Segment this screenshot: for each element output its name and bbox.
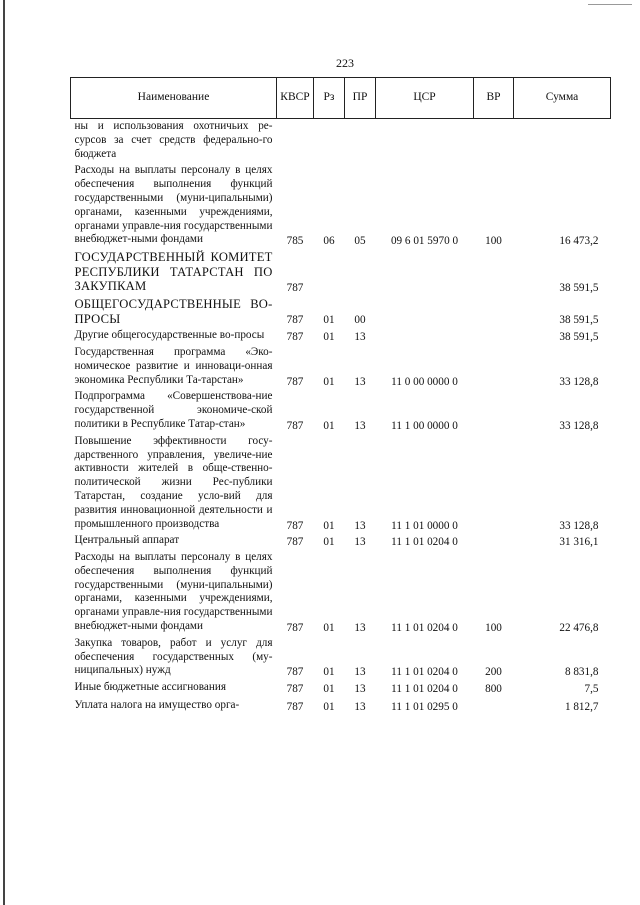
row-pr: 13 — [354, 419, 366, 432]
row-rz: 01 — [323, 683, 335, 696]
row-rz: 01 — [323, 519, 335, 532]
row-pr: 00 — [354, 314, 366, 327]
row-vr: 200 — [485, 666, 502, 679]
table-row — [71, 163, 611, 249]
row-pr: 13 — [354, 622, 366, 635]
row-vr — [474, 345, 514, 389]
row-pr: 13 — [354, 666, 366, 679]
row-csr: 11 1 01 0204 0 — [391, 666, 458, 679]
row-kvsr: 787 — [286, 331, 304, 344]
row-kvsr: 787 — [286, 666, 304, 679]
table-row — [71, 533, 611, 550]
row-sum: 1 812,7 — [564, 701, 599, 714]
row-vr: 100 — [485, 622, 502, 635]
corner-mark — [588, 4, 632, 5]
row-csr: 11 1 01 0204 0 — [391, 622, 458, 635]
table-row — [71, 328, 611, 345]
budget-table — [70, 77, 611, 715]
row-pr: 13 — [354, 375, 366, 388]
row-sum: 33 128,8 — [559, 519, 599, 532]
header-vr: ВР — [474, 78, 514, 119]
row-rz: 01 — [323, 701, 335, 714]
table-row — [71, 296, 611, 328]
row-vr — [474, 328, 514, 345]
row-csr: 11 0 00 0000 0 — [391, 375, 458, 388]
row-rz — [314, 119, 345, 164]
row-kvsr: 787 — [286, 701, 304, 714]
row-csr: 11 1 01 0204 0 — [391, 683, 458, 696]
row-pr: 05 — [354, 235, 366, 248]
row-csr — [376, 296, 474, 328]
row-vr — [474, 296, 514, 328]
row-sum: 33 128,8 — [559, 419, 599, 432]
row-rz: 01 — [323, 536, 335, 549]
table-row — [71, 636, 611, 680]
row-vr — [474, 119, 514, 164]
row-name: Расходы на выплаты персоналу в целях обеспечения выполнения функций государственными (муни-ципальными) органами, казенными учреждениями, органами управле-ния государственными внебюджет-ными фондами — [74, 164, 273, 246]
table-row — [71, 249, 611, 296]
row-vr: 800 — [485, 683, 502, 696]
row-vr — [474, 434, 514, 534]
table-row — [71, 389, 611, 433]
row-kvsr: 787 — [286, 282, 304, 295]
row-sum: 33 128,8 — [559, 375, 599, 388]
row-vr — [474, 389, 514, 433]
row-csr: 11 1 01 0000 0 — [391, 519, 458, 532]
row-sum: 38 591,5 — [559, 331, 599, 344]
row-rz: 01 — [323, 622, 335, 635]
row-pr — [345, 249, 376, 296]
row-rz: 01 — [323, 314, 335, 327]
row-name: Государственная программа «Эко-номическое развитие и инноваци-онная экономика Республики Та-тарстан» — [74, 345, 273, 386]
row-sum: 31 316,1 — [559, 536, 599, 549]
row-csr: 11 1 01 0204 0 — [391, 536, 458, 549]
row-csr — [376, 249, 474, 296]
table-row — [71, 119, 611, 164]
row-kvsr: 787 — [286, 419, 304, 432]
row-csr: 09 6 01 5970 0 — [390, 235, 459, 248]
row-sum: 38 591,5 — [559, 282, 599, 295]
row-sum: 22 476,8 — [559, 622, 599, 635]
table-row — [71, 345, 611, 389]
table-row — [71, 550, 611, 636]
page-number: 223 — [336, 56, 354, 70]
row-name: ГОСУДАРСТВЕННЫЙ КОМИТЕТ РЕСПУБЛИКИ ТАТАРСТАН ПО ЗАКУПКАМ — [74, 250, 273, 294]
row-csr — [376, 119, 474, 164]
row-name: Подпрограмма «Совершенствова-ние государственной экономиче-ской политики в Республике Татар-стан» — [74, 390, 273, 430]
row-vr — [474, 533, 514, 550]
row-rz — [314, 249, 345, 296]
row-csr — [376, 328, 474, 345]
row-pr: 13 — [354, 701, 366, 714]
row-vr — [474, 249, 514, 296]
row-vr — [474, 697, 514, 715]
row-kvsr: 787 — [286, 683, 304, 696]
row-rz: 01 — [323, 331, 335, 344]
row-kvsr: 785 — [286, 235, 304, 248]
row-name: Иные бюджетные ассигнования — [74, 681, 226, 694]
row-sum: 8 831,8 — [564, 666, 599, 679]
row-name: Центральный аппарат — [74, 534, 180, 547]
row-csr: 11 1 01 0295 0 — [391, 701, 458, 714]
row-vr: 100 — [485, 235, 502, 248]
table-header-row — [71, 78, 611, 119]
row-kvsr: 787 — [286, 622, 304, 635]
header-rz: Рз — [314, 78, 345, 119]
row-name: Расходы на выплаты персоналу в целях обеспечения выполнения функций государственными (муни-ципальными) органами, казенными учреждениями, органами управле-ния государственными внебюджет-ными фондами — [74, 551, 273, 633]
row-sum: 16 473,2 — [559, 235, 599, 248]
row-name: ОБЩЕГОСУДАРСТВЕННЫЕ ВО-ПРОСЫ — [74, 296, 273, 326]
row-rz: 06 — [323, 235, 335, 248]
row-pr: 13 — [354, 536, 366, 549]
row-rz: 01 — [323, 419, 335, 432]
row-kvsr: 787 — [286, 314, 304, 327]
row-kvsr — [277, 119, 314, 164]
row-pr: 13 — [354, 683, 366, 696]
row-pr: 13 — [354, 331, 366, 344]
row-sum: 38 591,5 — [559, 314, 599, 327]
table-row — [71, 680, 611, 697]
row-name: ны и использования охотничьих ре-сурсов за счет средств федерально-го бюджета — [74, 120, 273, 160]
header-name: Наименование — [71, 78, 277, 119]
row-kvsr: 787 — [286, 375, 304, 388]
row-rz: 01 — [323, 375, 335, 388]
row-sum — [514, 119, 611, 164]
row-name: Другие общегосударственные во-просы — [74, 329, 265, 342]
row-name: Закупка товаров, работ и услуг для обеспечения государственных (му-ниципальных) нужд — [74, 636, 273, 677]
table-row — [71, 434, 611, 534]
row-csr: 11 1 00 0000 0 — [391, 419, 458, 432]
row-name: Повышение эффективности госу-дарственного управления, увеличе-ние активности жителей в обще-ственно-политической жизни Рес-публики Татарстан, создание усло-вий для развития инновационной деятельности и промышленного производства — [74, 434, 273, 530]
table-row — [71, 697, 611, 715]
row-pr: 13 — [354, 519, 366, 532]
row-pr — [345, 119, 376, 164]
row-name: Уплата налога на имущество орга- — [74, 699, 240, 712]
page-edge-line — [3, 0, 5, 905]
header-csr: ЦСР — [376, 78, 474, 119]
row-kvsr: 787 — [286, 519, 304, 532]
header-kvsr: КВСР — [277, 78, 314, 119]
header-pr: ПР — [345, 78, 376, 119]
row-kvsr: 787 — [286, 536, 304, 549]
header-sum: Сумма — [514, 78, 611, 119]
row-rz: 01 — [323, 666, 335, 679]
row-sum: 7,5 — [584, 683, 599, 696]
